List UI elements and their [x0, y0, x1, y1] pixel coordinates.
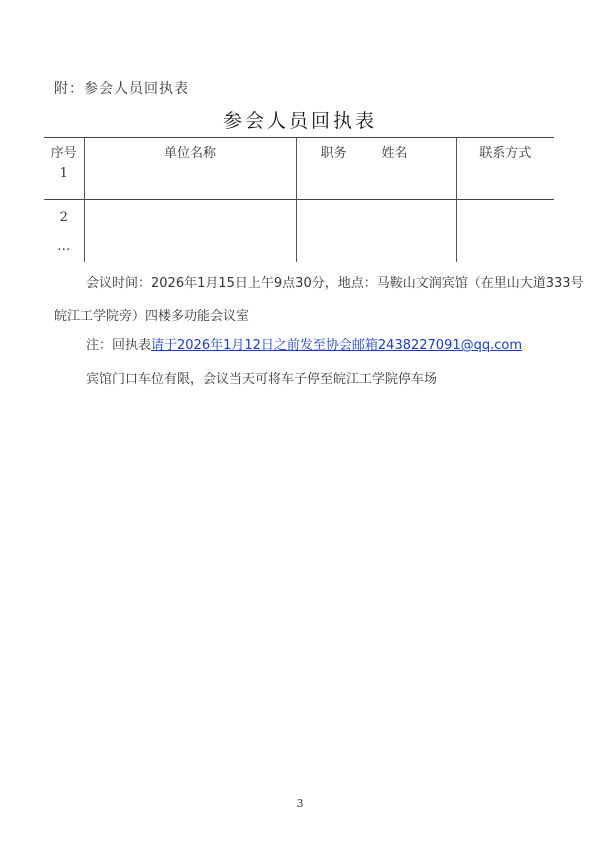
table-row: [44, 200, 554, 263]
cell-seq: [44, 200, 84, 263]
cell-unit[interactable]: [84, 164, 296, 200]
cell-contact[interactable]: [456, 164, 554, 200]
row-seq: 1: [59, 166, 68, 181]
table-row: [44, 164, 554, 200]
meeting-info-line1: 会议时间：2026年1月15日上午9点30分，地点：马鞍山文润宾馆（在里山大道333号: [86, 276, 584, 291]
cell-contact[interactable]: [456, 200, 554, 263]
row-seq-more: …: [57, 239, 71, 254]
submission-note: [86, 334, 522, 353]
header-position-name: [296, 138, 456, 165]
header-contact: 联系方式: [456, 138, 554, 165]
cell-unit[interactable]: [84, 200, 296, 263]
row-seq: 2: [59, 210, 68, 225]
header-position: 职务: [320, 145, 347, 161]
table-header-row: [44, 138, 554, 165]
submission-email-link[interactable]: 请于2026年1月12日之前发至协会邮箱2438227091@qq.com: [151, 338, 523, 353]
header-seq: 序号: [44, 138, 84, 165]
header-unit: 单位名称: [84, 138, 296, 165]
cell-seq: [44, 164, 84, 200]
attendee-reply-table: [44, 137, 554, 262]
parking-note: 宾馆门口车位有限，会议当天可将车子停至皖江工学院停车场: [86, 372, 438, 387]
submission-prefix: 注：回执表: [86, 338, 152, 353]
cell-position-name[interactable]: [296, 200, 456, 263]
meeting-info-line2: 皖江工学院旁）四楼多功能会议室: [54, 309, 250, 324]
page-number: 3: [296, 797, 304, 810]
form-title: 参会人员回执表: [222, 110, 377, 132]
header-name: 姓名: [381, 145, 408, 161]
cell-position-name[interactable]: [296, 164, 456, 200]
attachment-label: 附：参会人员回执表: [54, 81, 189, 97]
